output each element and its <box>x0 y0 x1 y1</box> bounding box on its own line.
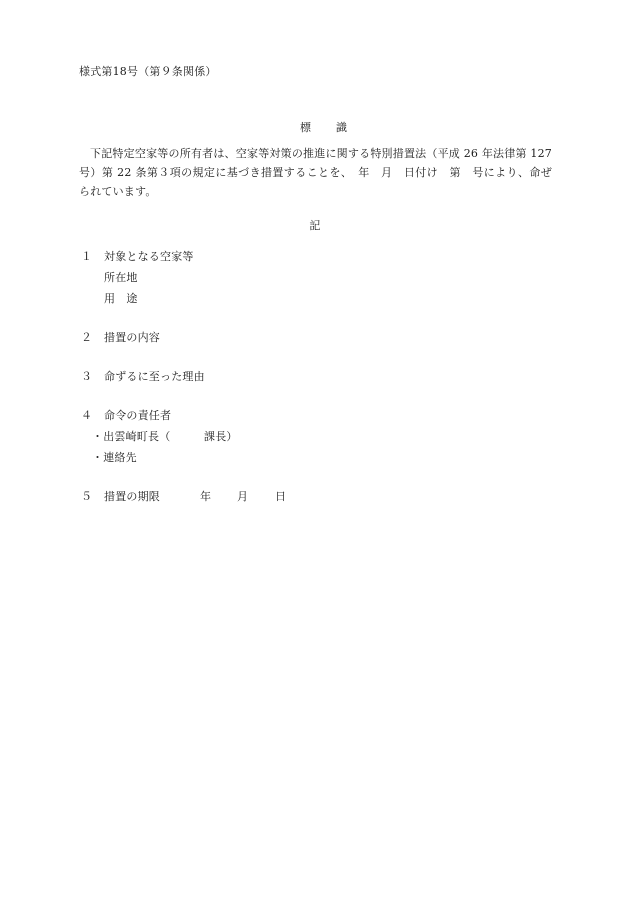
item-4-bullet-contact: ・連絡先 <box>92 451 137 464</box>
item-5-number: ５ <box>81 490 93 503</box>
item-1-label: 対象となる空家等 <box>104 250 194 263</box>
ki-heading: 記 <box>309 219 321 232</box>
item-2-label: 措置の内容 <box>104 331 160 344</box>
item-5-label: 措置の期限 <box>104 490 160 503</box>
item-4-number: ４ <box>81 409 93 422</box>
body-paragraph: 下記特定空家等の所有者は、空家等対策の推進に関する特別措置法（平成 26 年法律第 127 号）第 22 条第３項の規定に基づき措置することを、 年 月 日付け 第 号により、命ぜられています。 <box>79 147 552 198</box>
item-5-year: 年 <box>200 490 212 503</box>
item-5-day: 日 <box>275 490 287 503</box>
item-1-sub-usage: 用 途 <box>104 292 138 305</box>
item-4-bullet-chief: ・出雲崎町長（ 課長） <box>92 430 238 443</box>
item-4-label: 命令の責任者 <box>104 409 172 422</box>
form-number: 様式第18号（第９条関係） <box>79 65 217 78</box>
title-part-1: 標 <box>300 121 312 134</box>
title-part-2: 識 <box>336 121 348 134</box>
item-3-number: ３ <box>81 370 93 383</box>
item-3-label: 命ずるに至った理由 <box>104 370 205 383</box>
item-1-number: １ <box>81 250 93 263</box>
item-2-number: ２ <box>81 331 93 344</box>
item-1-sub-location: 所在地 <box>104 271 138 284</box>
item-5-month: 月 <box>237 490 249 503</box>
